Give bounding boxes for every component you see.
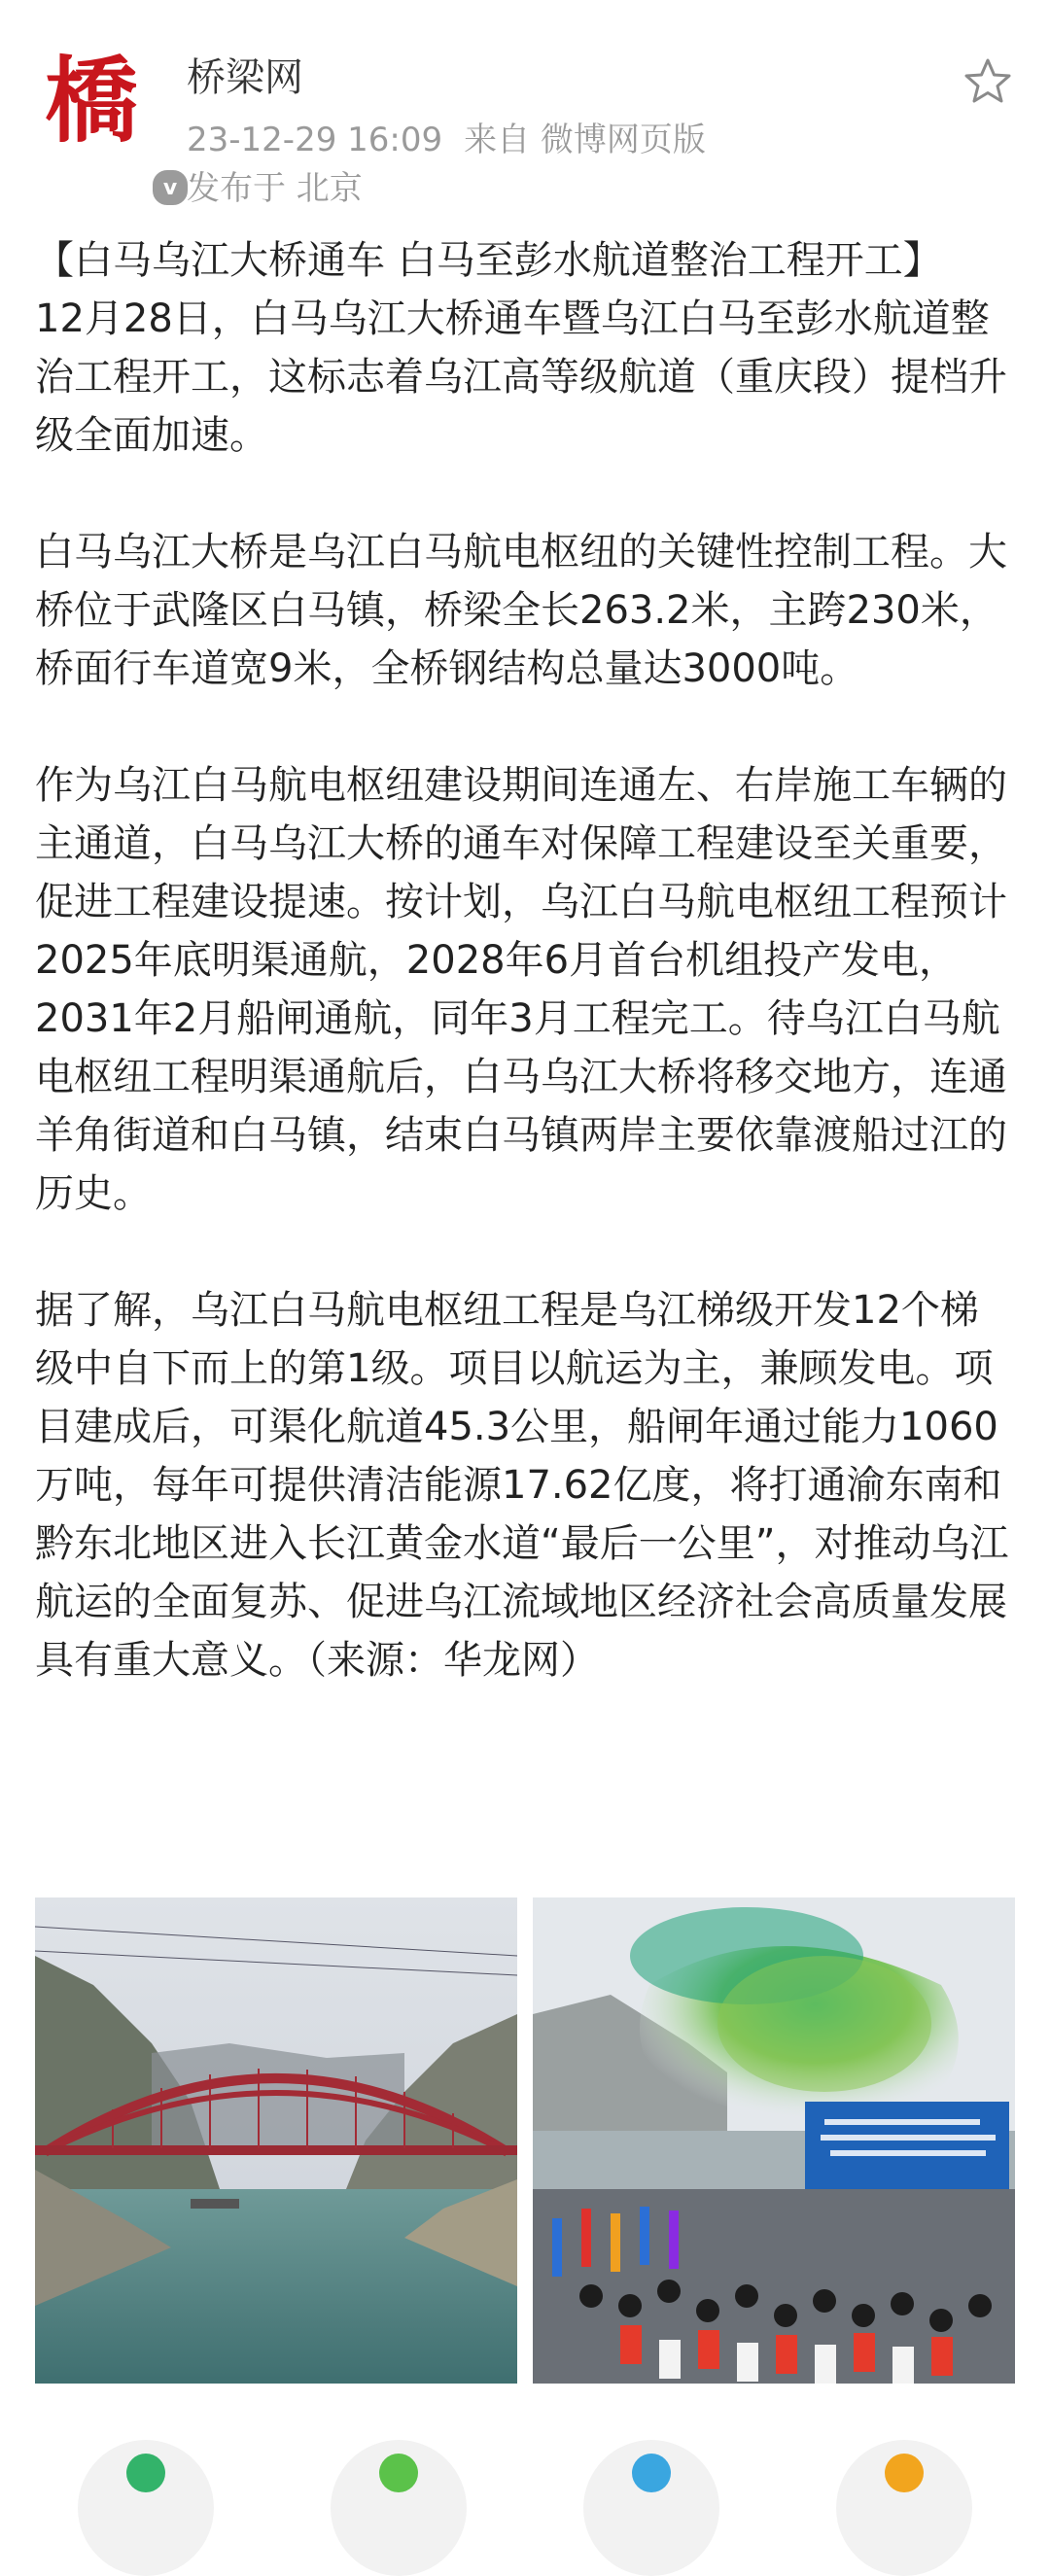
ceremony-photo[interactable]: [533, 1897, 1015, 2384]
author-name[interactable]: 桥梁网: [187, 55, 303, 100]
post-time: 23-12-29 16:09: [187, 121, 443, 159]
post-header: [0, 0, 1050, 208]
post-body: [35, 231, 1017, 1689]
bridge-photo[interactable]: [35, 1897, 517, 2384]
post-paragraph: 【白马乌江大桥通车 白马至彭水航道整治工程开工】 12月28日，白马乌江大桥通车暨乌江白马至彭水航道整治工程开工，这标志着乌江高等级航道（重庆段）提档升级全面加速。: [35, 238, 1007, 458]
action-button[interactable]: [331, 2440, 467, 2576]
post-source: 来自 微博网页版: [464, 121, 706, 159]
post-paragraph: 作为乌江白马航电枢纽建设期间连通左、右岸施工车辆的主通道，白马乌江大桥的通车对保障工程建设至关重要，促进工程建设提速。按计划，乌江白马航电枢纽工程预计2025年底明渠通航，2028年6月首台机组投产发电，2031年2月船闸通航，同年3月工程完工。待乌江白马航电枢纽工程明渠通航后，白马乌江大桥将移交地方，连通羊角街道和白马镇，结束白马镇两岸主要依靠渡船过江的历史。: [35, 763, 1007, 1216]
action-bar-partial: [0, 2430, 1050, 2487]
action-button[interactable]: [836, 2440, 972, 2576]
avatar[interactable]: [37, 46, 178, 200]
post-paragraph: 据了解，乌江白马航电枢纽工程是乌江梯级开发12个梯级中自下而上的第1级。项目以航运为主，兼顾发电。项目建成后，可渠化航道45.3公里，船闸年通过能力1060万吨，每年可提供清洁能源17.62亿度，将打通渝东南和黔东北地区进入长江黄金水道“最后一公里”，对推动乌江航运的全面复苏、促进乌江流域地区经济社会高质量发展具有重大意义。（来源：华龙网）: [35, 1288, 1009, 1683]
action-button[interactable]: [583, 2440, 719, 2576]
star-outline-icon[interactable]: [962, 56, 1013, 107]
post-paragraph: 白马乌江大桥是乌江白马航电枢纽的关键性控制工程。大桥位于武隆区白马镇，桥梁全长263.2米，主跨230米，桥面行车道宽9米，全桥钢结构总量达3000吨。: [35, 530, 1007, 691]
action-button[interactable]: [78, 2440, 214, 2576]
post-meta: [187, 113, 727, 160]
verified-badge-icon: v: [150, 167, 191, 208]
post-images: [35, 1897, 1015, 2384]
avatar-logo: 橋: [45, 46, 138, 156]
post-location: 发布于 北京: [187, 169, 363, 208]
